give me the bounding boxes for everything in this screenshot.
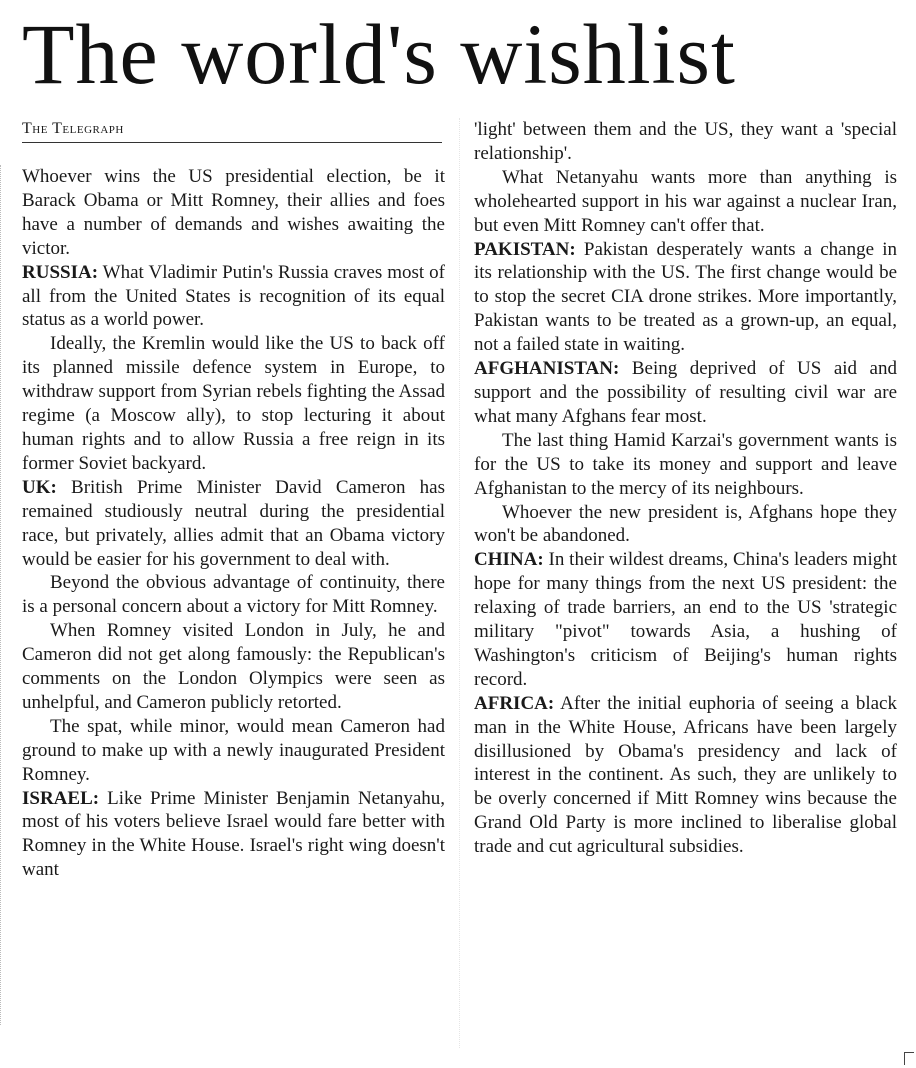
- article-paragraph: [474, 548, 897, 691]
- section-label: AFRICA:: [474, 692, 555, 714]
- section-label: UK:: [22, 476, 57, 498]
- article-paragraph: [22, 715, 445, 787]
- article-paragraph: [474, 692, 897, 859]
- left-margin-rule: [0, 165, 1, 1025]
- article-paragraph: [474, 501, 897, 549]
- paragraph-text: After the initial euphoria of seeing a black man in the White House, Africans have been largely disillusioned by Obama's presidency and lack of interest in the continent. As such, they are unlikely to be overly concerned if Mitt Romney wins because the Grand Old Party is more inclined to liberalise global trade and cut agricultural subsidies.: [474, 692, 897, 858]
- right-paragraphs: [474, 118, 897, 859]
- paragraph-text: 'light' between them and the US, they want a 'special relationship'.: [474, 119, 897, 164]
- article-paragraph: [22, 619, 445, 715]
- paragraph-text: Pakistan desperately wants a change in its relationship with the US. The first change would be to stop the secret CIA drone strikes. More importantly, Pakistan wants to be treated as a grown-up, an equal, not a failed state in waiting.: [474, 238, 897, 356]
- corner-crop-mark: [904, 1052, 914, 1065]
- article-paragraph: [22, 476, 445, 572]
- section-label: ISRAEL:: [22, 787, 100, 809]
- article-paragraph: [22, 332, 445, 475]
- article-paragraph: [474, 118, 897, 166]
- section-label: CHINA:: [474, 549, 544, 571]
- paragraph-text: Being deprived of US aid and support and the possibility of resulting civil war are what many Afghans fear most.: [474, 358, 897, 427]
- article-paragraph: [474, 429, 897, 501]
- column-divider: [459, 118, 460, 1048]
- left-paragraphs: [22, 165, 445, 882]
- article-paragraph: [22, 571, 445, 619]
- paragraph-text: British Prime Minister David Cameron has remained studiously neutral during the presidential race, but privately, allies admit that an Obama victory would be easier for his government to deal with.: [22, 476, 445, 570]
- paragraph-text: The last thing Hamid Karzai's government wants is for the US to take its money and support and leave Afghanistan to the mercy of its neighbours.: [474, 429, 897, 499]
- paragraph-text: Whoever the new president is, Afghans hope they won't be abandoned.: [474, 501, 897, 547]
- paragraph-text: When Romney visited London in July, he and Cameron did not get along famously: the Republican's comments on the London Olympics were seen as unhelpful, and Cameron publicly retorted.: [22, 620, 445, 713]
- article-column-right: [474, 118, 897, 859]
- article-paragraph: [474, 238, 897, 358]
- article-column-left: [22, 118, 445, 882]
- section-label: PAKISTAN:: [474, 238, 576, 260]
- paragraph-text: Ideally, the Kremlin would like the US to back off its planned missile defence system in Europe, to withdraw support from Syrian rebels fighting the Assad regime (a Moscow ally), to stop lecturing it about human rights and to allow Russia a free reign in its former Soviet backyard.: [22, 333, 445, 474]
- source-byline: The Telegraph: [22, 118, 442, 143]
- paragraph-text: Whoever wins the US presidential election, be it Barack Obama or Mitt Romney, their allies and foes have a number of demands and wishes awaiting the victor.: [22, 166, 445, 259]
- paragraph-text: What Vladimir Putin's Russia craves most of all from the United States is recognition of its equal status as a world power.: [22, 261, 445, 331]
- paragraph-text: What Netanyahu wants more than anything is wholehearted support in his war against a nuclear Iran, but even Mitt Romney can't offer that.: [474, 166, 897, 236]
- paragraph-text: Like Prime Minister Benjamin Netanyahu, most of his voters believe Israel would fare better with Romney in the White House. Israel's right wing doesn't want: [22, 787, 445, 881]
- paragraph-text: The spat, while minor, would mean Cameron had ground to make up with a newly inaugurated President Romney.: [22, 715, 445, 785]
- paragraph-text: In their wildest dreams, China's leaders might hope for many things from the next US president: the relaxing of trade barriers, an end to the US 'strategic military "pivot" towards Asia, a hushing of Washington's criticism of Beijing's human rights record.: [474, 549, 897, 690]
- article-paragraph: [22, 165, 445, 261]
- headline: The world's wishlist: [22, 6, 736, 102]
- paragraph-text: Beyond the obvious advantage of continuity, there is a personal concern about a victory for Mitt Romney.: [22, 572, 445, 618]
- section-label: RUSSIA:: [22, 261, 99, 283]
- section-label: AFGHANISTAN:: [474, 358, 620, 380]
- article-paragraph: [22, 787, 445, 883]
- article-paragraph: [474, 166, 897, 238]
- article-paragraph: [22, 261, 445, 333]
- article-paragraph: [474, 357, 897, 429]
